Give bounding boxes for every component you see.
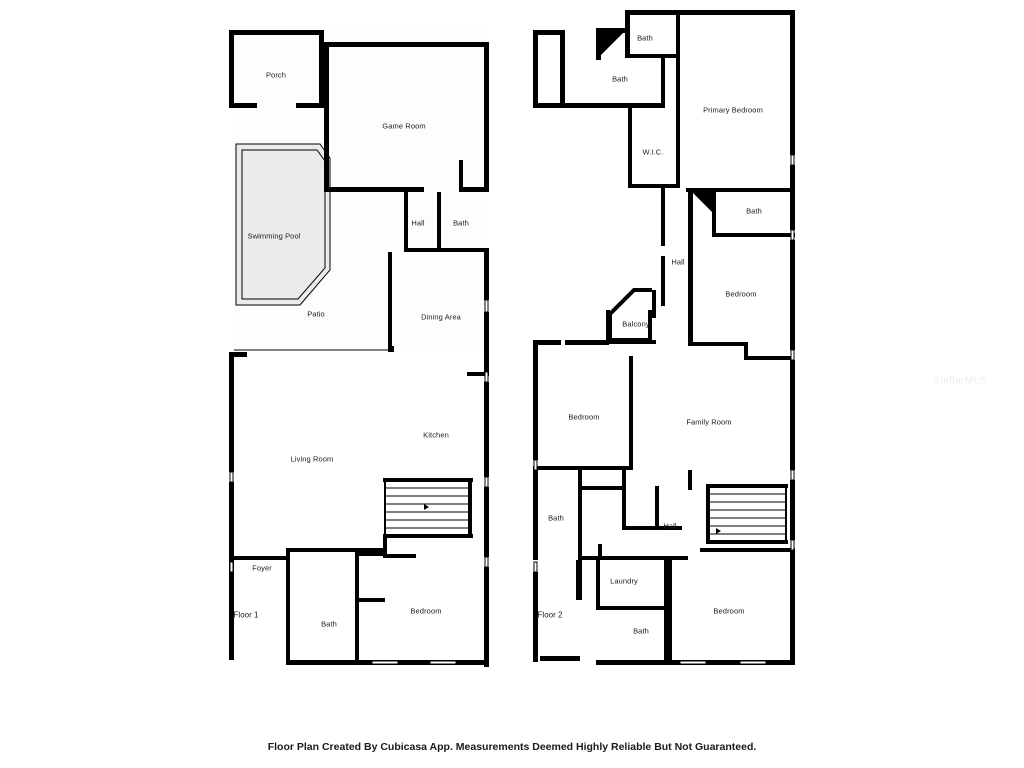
room-label-hall: Hall (671, 257, 685, 267)
room-label-bedroom: Bedroom (410, 606, 442, 616)
stairs-floor-2 (706, 484, 788, 544)
room-label-primary-bedroom: Primary Bedroom (703, 105, 763, 115)
floor-label-floor-2: Floor 2 (537, 610, 563, 620)
watermark: StellarMLS (933, 375, 987, 387)
room-label-bedroom: Bedroom (713, 606, 745, 616)
room-label-balcony: Balcony (622, 319, 650, 329)
room-label-bath: Bath (548, 513, 564, 523)
room-label-bedroom: Bedroom (725, 289, 757, 299)
room-label-bath: Bath (637, 33, 653, 43)
room-label-kitchen: Kitchen (423, 430, 449, 440)
room-label-foyer: Foyer (252, 563, 272, 573)
room-label-bath: Bath (633, 626, 649, 636)
room-label-hall: Hall (411, 218, 425, 228)
floor-label-floor-1: Floor 1 (233, 610, 259, 620)
room-label-game-room: Game Room (382, 121, 426, 131)
room-label-laundry: Laundry (610, 576, 638, 586)
room-label-patio: Patio (307, 309, 325, 319)
plan-caption: Floor Plan Created By Cubicasa App. Measurements Deemed Highly Reliable But Not Guaranteed. (267, 741, 757, 753)
stairs-floor-1 (383, 478, 473, 538)
room-label-bath: Bath (321, 619, 337, 629)
room-label-w-i-c: W.I.C. (642, 147, 664, 157)
room-label-bath: Bath (453, 218, 469, 228)
room-label-bath: Bath (746, 206, 762, 216)
room-label-living-room: Living Room (290, 454, 334, 464)
swimming-pool-shape (236, 144, 330, 305)
room-label-swimming-pool: Swimming Pool (247, 231, 301, 241)
room-label-dining-area: Dining Area (421, 312, 461, 322)
room-label-porch: Porch (265, 70, 287, 80)
room-label-hall: Hall (663, 521, 677, 531)
room-label-bath: Bath (612, 74, 628, 84)
room-label-bedroom: Bedroom (568, 412, 600, 422)
room-label-family-room: Family Room (686, 417, 732, 427)
